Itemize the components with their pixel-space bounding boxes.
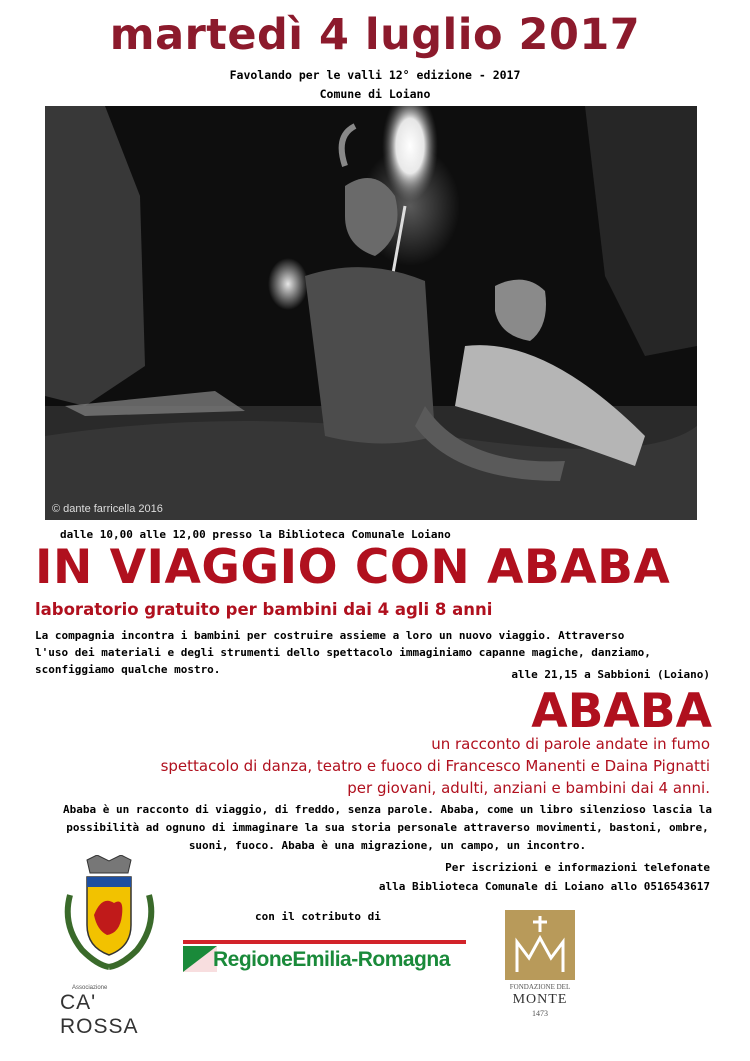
fondazione-line1: FONDAZIONE DEL xyxy=(509,983,571,991)
event1-tagline: laboratorio gratuito per bambini dai 4 agli 8 anni xyxy=(35,600,493,619)
event2-credits: spettacolo di danza, teatro e fuoco di Francesco Manenti e Daina Pignatti xyxy=(160,757,710,775)
regione-flag-icon xyxy=(183,946,217,972)
event2-desc-line: Ababa è un racconto di viaggio, di freddo, senza parole. Ababa, come un libro silenzioso lascia la xyxy=(62,803,712,816)
photo-illustration xyxy=(45,106,697,520)
event1-title: IN VIAGGIO CON ABABA xyxy=(35,540,671,595)
contact-line2: alla Biblioteca Comunale di Loiano allo 0516543617 xyxy=(378,880,710,893)
loiano-crest-icon xyxy=(62,855,157,975)
event2-desc-line: suoni, fuoco. Ababa è una migrazione, un campo, un incontro. xyxy=(188,839,587,852)
event1-info: dalle 10,00 alle 12,00 presso la Biblioteca Comunale Loiano xyxy=(60,528,451,541)
fondazione-emblem-icon xyxy=(505,910,575,980)
performance-photo xyxy=(45,106,697,520)
event2-subtitle: un racconto di parole andate in fumo xyxy=(431,735,710,753)
associazione-label: Associazione xyxy=(72,985,108,991)
comune-name: Comune di Loiano xyxy=(319,87,431,101)
event1-desc-line: sconfiggiamo qualche mostro. xyxy=(35,663,221,676)
fondazione-del-monte-logo xyxy=(500,910,580,1020)
ca-rossa-logo xyxy=(60,985,180,1039)
event2-desc-line: possibilità ad ognuno di immaginare la sua storia personale attraverso movimenti, bastoni, ombre, xyxy=(66,821,709,834)
photo-credit: © dante farricella 2016 xyxy=(52,503,163,515)
contribution-label: con il cotributo di xyxy=(255,910,381,923)
event2-audience: per giovani, adulti, anziani e bambini dai 4 anni. xyxy=(347,779,710,797)
event1-desc-line: l'uso dei materiali e degli strumenti dello spettacolo immaginiamo capanne magiche, danziamo, xyxy=(35,646,651,659)
event-date: martedì 4 luglio 2017 xyxy=(109,10,641,60)
regione-name: RegioneEmilia-Romagna xyxy=(213,948,450,971)
regione-emilia-romagna-logo xyxy=(183,940,466,980)
event2-info: alle 21,15 a Sabbioni (Loiano) xyxy=(511,668,710,681)
festival-name: Favolando per le valli 12° edizione - 2017 xyxy=(229,68,521,82)
associazione-name: CA' ROSSA xyxy=(60,991,139,1038)
event2-description xyxy=(35,801,740,855)
regione-stripe-red xyxy=(183,940,466,944)
contact-line1: Per iscrizioni e informazioni telefonate xyxy=(445,861,710,874)
event2-title: ABABA xyxy=(531,684,712,739)
fondazione-line2: MONTE xyxy=(512,992,568,1007)
fondazione-year: 1473 xyxy=(532,1009,548,1018)
event1-desc-line: La compagnia incontra i bambini per costruire assieme a loro un nuovo viaggio. Attraverso xyxy=(35,629,625,642)
